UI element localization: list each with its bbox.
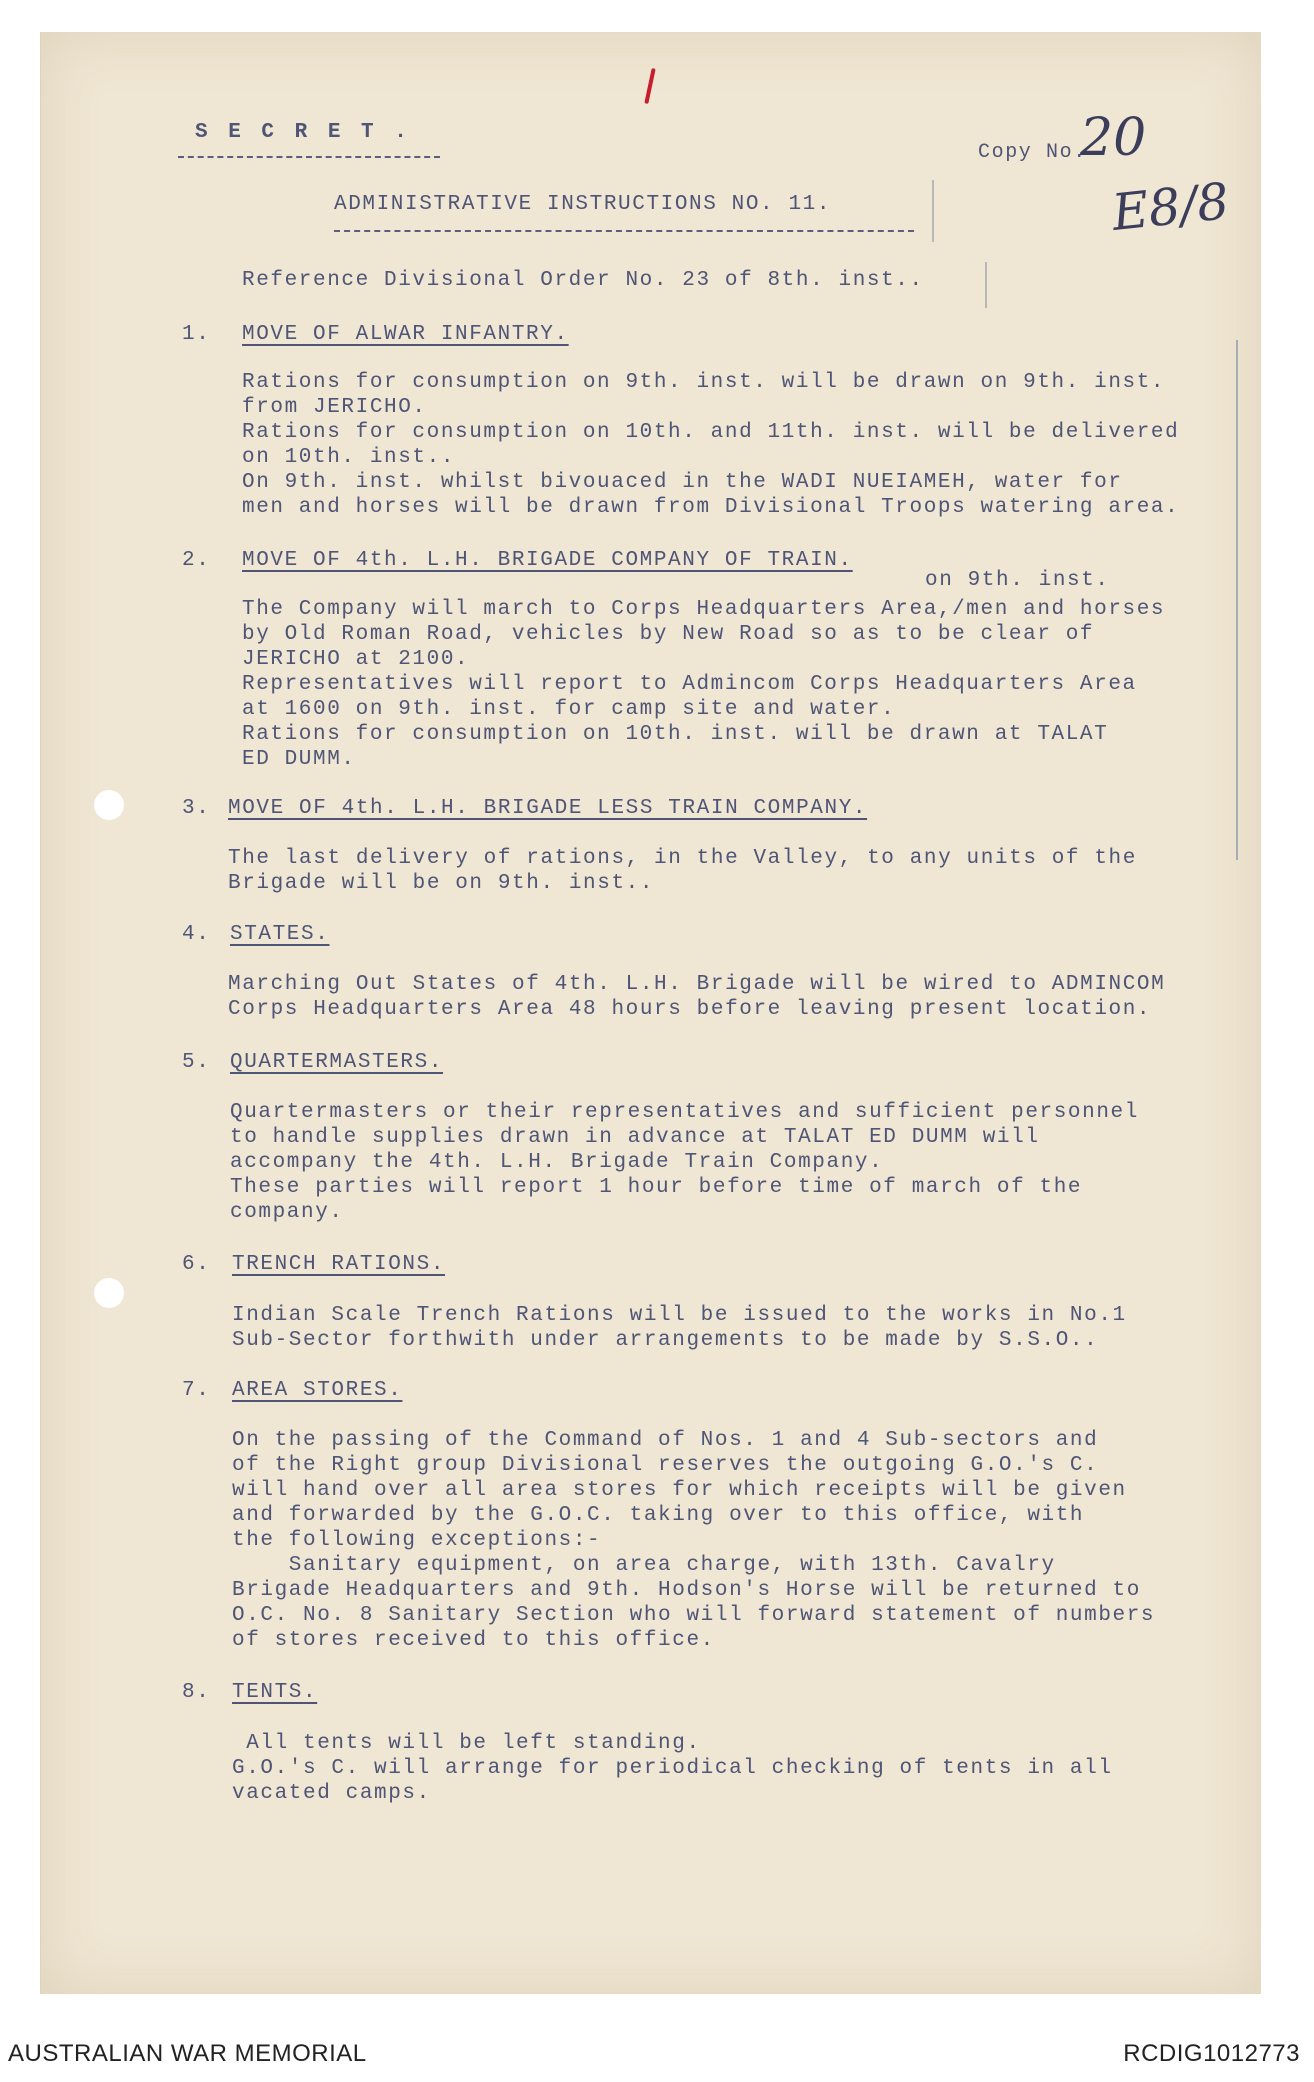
section-number: 6.	[182, 1253, 211, 1276]
section-line: from JERICHO.	[242, 396, 427, 419]
reference-line: Reference Divisional Order No. 23 of 8th. inst..	[242, 269, 924, 292]
section-number: 3.	[182, 797, 211, 820]
section-line: ED DUMM.	[242, 748, 356, 771]
section-line: On the passing of the Command of Nos. 1 and 4 Sub-sectors and	[232, 1429, 1099, 1452]
section-number: 7.	[182, 1379, 211, 1402]
file-reference: E8/8	[1109, 172, 1232, 242]
document-title: ADMINISTRATIVE INSTRUCTIONS NO. 11.	[334, 193, 832, 216]
punch-hole	[94, 1278, 124, 1308]
archive-credit: AUSTRALIAN WAR MEMORIAL	[8, 2040, 367, 2067]
section-line: on 10th. inst..	[242, 446, 456, 469]
archive-id: RCDIG1012773	[1123, 2040, 1300, 2067]
punch-hole	[94, 790, 124, 820]
section-line: of stores received to this office.	[232, 1629, 715, 1652]
section-line: Brigade will be on 9th. inst..	[228, 872, 655, 895]
section-line: and forwarded by the G.O.C. taking over to this office, with	[232, 1504, 1085, 1527]
section-line: men and horses will be drawn from Divisional Troops watering area.	[242, 496, 1180, 519]
section-line: Representatives will report to Admincom Corps Headquarters Area	[242, 673, 1137, 696]
title-underline	[334, 230, 914, 232]
margin-line	[1236, 340, 1238, 860]
section-line: Brigade Headquarters and 9th. Hodson's Horse will be returned to	[232, 1579, 1141, 1602]
section-line: will hand over all area stores for which receipts will be given	[232, 1479, 1127, 1502]
section-heading: MOVE OF 4th. L.H. BRIGADE LESS TRAIN COMPANY.	[228, 797, 868, 820]
section-line: Indian Scale Trench Rations will be issued to the works in No.1	[232, 1304, 1127, 1327]
section-line: G.O.'s C. will arrange for periodical checking of tents in all	[232, 1757, 1113, 1780]
section-heading: TRENCH RATIONS.	[232, 1253, 446, 1276]
section-heading: MOVE OF ALWAR INFANTRY.	[242, 323, 569, 346]
section-line: The Company will march to Corps Headquarters Area,/men and horses	[242, 598, 1166, 621]
section-line: Sub-Sector forthwith under arrangements to be made by S.S.O..	[232, 1329, 1099, 1352]
section-line: JERICHO at 2100.	[242, 648, 470, 671]
section-line: by Old Roman Road, vehicles by New Road so as to be clear of	[242, 623, 1095, 646]
section-number: 4.	[182, 923, 211, 946]
pencil-mark	[985, 262, 987, 308]
copy-label: Copy No.	[978, 141, 1087, 164]
section-line: These parties will report 1 hour before time of march of the	[230, 1176, 1083, 1199]
section-line: Rations for consumption on 9th. inst. will be drawn on 9th. inst.	[242, 371, 1166, 394]
insertion-text: on 9th. inst.	[925, 569, 1110, 592]
section-line: Rations for consumption on 10th. and 11th. inst. will be delivered	[242, 421, 1180, 444]
section-number: 5.	[182, 1051, 211, 1074]
section-heading: MOVE OF 4th. L.H. BRIGADE COMPANY OF TRAIN.	[242, 549, 853, 572]
section-line: at 1600 on 9th. inst. for camp site and water.	[242, 698, 896, 721]
section-line: of the Right group Divisional reserves the outgoing G.O.'s C.	[232, 1454, 1099, 1477]
classification-mark: S E C R E T .	[195, 121, 411, 144]
section-heading: STATES.	[230, 923, 330, 946]
section-number: 1.	[182, 323, 211, 346]
section-line: Corps Headquarters Area 48 hours before leaving present location.	[228, 998, 1152, 1021]
section-line: All tents will be left standing.	[232, 1732, 701, 1755]
section-line: O.C. No. 8 Sanitary Section who will forward statement of numbers	[232, 1604, 1156, 1627]
section-line: accompany the 4th. L.H. Brigade Train Company.	[230, 1151, 884, 1174]
section-line: company.	[230, 1201, 344, 1224]
section-heading: QUARTERMASTERS.	[230, 1051, 444, 1074]
section-line: to handle supplies drawn in advance at TALAT ED DUMM will	[230, 1126, 1040, 1149]
classification-underline	[178, 156, 440, 158]
copy-number: 20	[1080, 108, 1147, 168]
section-number: 8.	[182, 1681, 211, 1704]
section-number: 2.	[182, 549, 211, 572]
section-heading: TENTS.	[232, 1681, 318, 1704]
pencil-mark	[932, 180, 934, 242]
section-line: Sanitary equipment, on area charge, with 13th. Cavalry	[232, 1554, 1056, 1577]
section-line: Rations for consumption on 10th. inst. will be drawn at TALAT	[242, 723, 1109, 746]
section-heading: AREA STORES.	[232, 1379, 403, 1402]
section-line: the following exceptions:-	[232, 1529, 602, 1552]
section-line: On 9th. inst. whilst bivouaced in the WADI NUEIAMEH, water for	[242, 471, 1123, 494]
section-line: Quartermasters or their representatives and sufficient personnel	[230, 1101, 1139, 1124]
section-line: Marching Out States of 4th. L.H. Brigade will be wired to ADMINCOM	[228, 973, 1166, 996]
section-line: The last delivery of rations, in the Valley, to any units of the	[228, 847, 1137, 870]
section-line: vacated camps.	[232, 1782, 431, 1805]
